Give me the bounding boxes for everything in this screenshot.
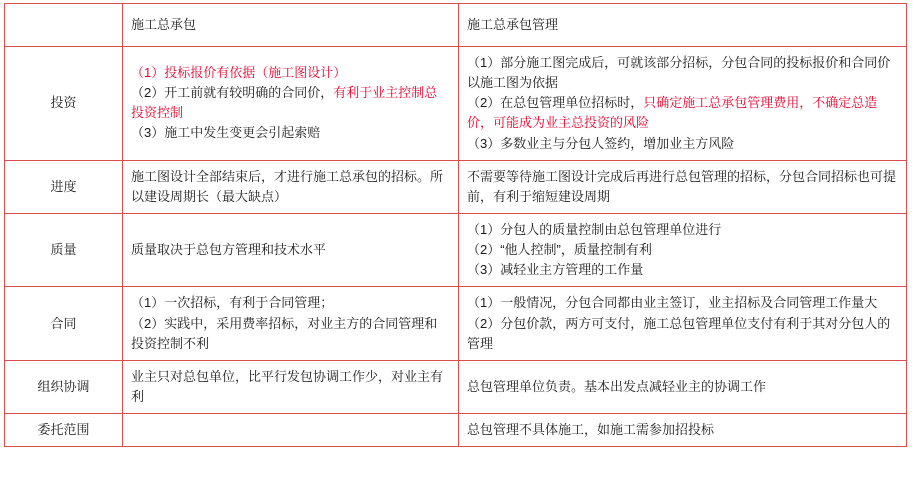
cell-contract-general: [123, 287, 459, 360]
line-progress-general-1: 施工图设计全部结束后，才进行施工总承包的招标。所以建设周期长（最大缺点）: [131, 168, 444, 204]
line-quality-mgmt-3: （3）减轻业主方管理的工作量: [467, 262, 644, 278]
line-contract-general-2: （2）实践中，采用费率招标，对业主方的合同管理和投资控制不利: [131, 315, 438, 351]
contract-comparison-table: [4, 3, 907, 447]
table-row-contract: [5, 287, 907, 360]
line-progress-mgmt-1: 不需要等待施工图设计完成后再进行总包管理的招标，分包合同招标也可提前，有利于缩短建设周期: [467, 168, 897, 204]
line-contract-mgmt-1: （1）一般情况，分包合同都由业主签订，业主招标及合同管理工作量大: [467, 295, 878, 311]
line-investment-general-2-red: 有利于业主控制总投资控制: [131, 85, 438, 121]
cell-scope-management: [459, 414, 907, 447]
cell-progress-general: [123, 160, 459, 213]
cell-scope-general: [123, 414, 459, 447]
cell-contract-management: [459, 287, 907, 360]
line-coordination-mgmt-1: 总包管理单位负责。基本出发点减轻业主的协调工作: [467, 378, 767, 394]
row-label-quality: 质量: [5, 213, 123, 286]
line-investment-general-2: [131, 83, 450, 123]
line-coordination-general-1: 业主只对总包单位，比平行发包协调工作少，对业主有利: [131, 368, 444, 404]
header-general-contracting: 施工总承包: [123, 4, 459, 47]
cell-progress-management: [459, 160, 907, 213]
row-label-scope: 委托范围: [5, 414, 123, 447]
line-investment-general-3: （3）施工中发生变更会引起索赔: [131, 125, 321, 141]
table-header-row: [5, 4, 907, 47]
line-investment-mgmt-2-plain: （2）在总包管理单位招标时，: [467, 95, 644, 111]
cell-coordination-general: [123, 360, 459, 413]
line-investment-mgmt-1: （1）部分施工图完成后，可就该部分招标，分包合同的投标报价和合同价以施工图为依据: [467, 55, 891, 91]
row-label-contract: 合同: [5, 287, 123, 360]
line-investment-mgmt-2-red: 只确定施工总承包管理费用，不确定总造价，可能成为业主总投资的风险: [467, 95, 878, 131]
cell-coordination-management: [459, 360, 907, 413]
line-scope-mgmt-1: 总包管理不具体施工，如施工需参加招投标: [467, 422, 715, 438]
table-row-quality: [5, 213, 907, 286]
comparison-table-sheet: [0, 3, 916, 490]
line-quality-mgmt-1: （1）分包人的质量控制由总包管理单位进行: [467, 221, 722, 237]
line-investment-mgmt-2: [467, 93, 898, 133]
table-row-coordination: [5, 360, 907, 413]
line-investment-mgmt-3: （3）多数业主与分包人签约，增加业主方风险: [467, 135, 735, 151]
header-contracting-management: 施工总承包管理: [459, 4, 907, 47]
cell-investment-general: [123, 47, 459, 161]
cell-quality-management: [459, 213, 907, 286]
line-investment-general-1: （1）投标报价有依据（施工图设计）: [131, 65, 347, 81]
cell-quality-general: [123, 213, 459, 286]
row-label-investment: 投资: [5, 47, 123, 161]
cell-investment-management: [459, 47, 907, 161]
line-contract-general-1: （1）一次招标，有利于合同管理；: [131, 295, 334, 311]
header-corner-cell: [5, 4, 123, 47]
line-quality-mgmt-2: （2）“他人控制”，质量控制有利: [467, 242, 652, 258]
line-investment-general-2-plain: （2）开工前就有较明确的合同价，: [131, 85, 334, 101]
line-quality-general-1: 质量取决于总包方管理和技术水平: [131, 242, 327, 258]
line-contract-mgmt-2: （2）分包价款，两方可支付，施工总包管理单位支付有利于其对分包人的管理: [467, 315, 891, 351]
table-row-progress: [5, 160, 907, 213]
table-row-scope: [5, 414, 907, 447]
table-row-investment: [5, 47, 907, 161]
row-label-progress: 进度: [5, 160, 123, 213]
row-label-coordination: 组织协调: [5, 360, 123, 413]
